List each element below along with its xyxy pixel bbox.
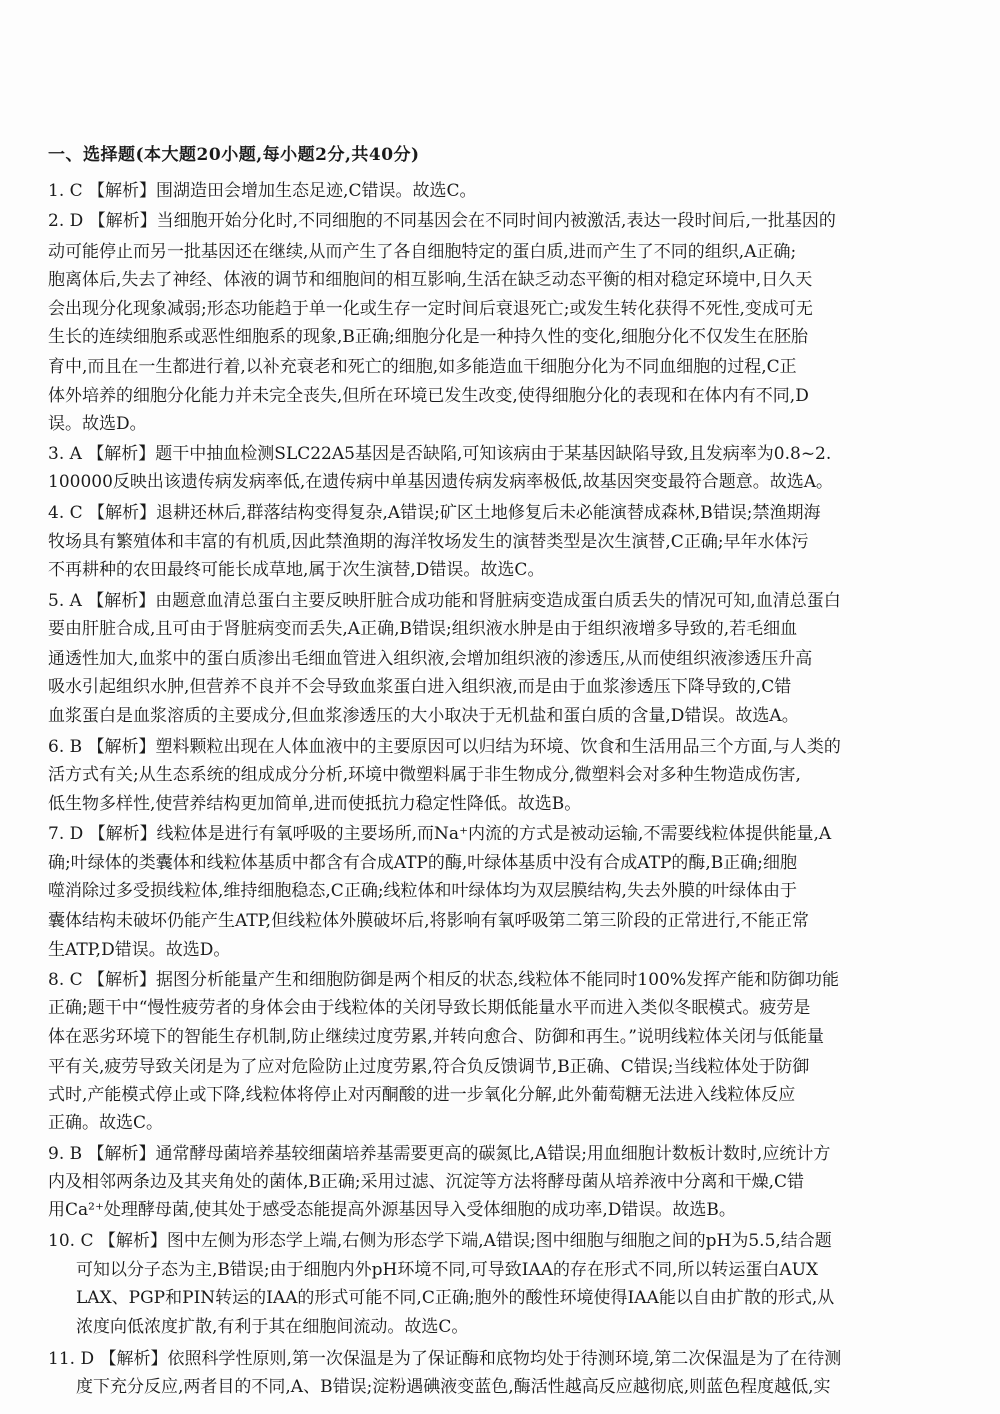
text-line: 要由肝脏合成,且可由于肾脏病变而丢失,A正确,B错误;组织液水肿是由于组织液增多导致的,若毛细血 (48, 619, 798, 639)
text-line: 体外培养的细胞分化能力并未完全丧失,但所在环境已发生改变,使得细胞分化的表现和在体内有不同,D (48, 386, 809, 406)
text-line: 会出现分化现象减弱;形态功能趋于单一化或生存一定时间后衰退死亡;或发生转化获得不死性,变成可无 (48, 299, 813, 319)
text-line: 血浆蛋白是血浆溶质的主要成分,但血浆渗透压的大小取决于无机盐和蛋白质的含量,D错误。故选A。 (48, 706, 799, 726)
text-line: 100000反映出该遗传病发病率低,在遗传病中单基因遗传病发病率极低,故基因突变最符合题意。故选A。 (48, 472, 833, 492)
text-line: 确;叶绿体的类囊体和线粒体基质中都含有合成ATP的酶,叶绿体基质中没有合成ATP的酶,B正确;细胞 (48, 853, 798, 873)
text-line: 低生物多样性,使营养结构更加简单,进而使抵抗力稳定性降低。故选B。 (48, 794, 582, 814)
section-title: 一、选择题(本大题20小题,每小题2分,共40分) (48, 145, 420, 165)
text-line: 7. D 【解析】线粒体是进行有氧呼吸的主要场所,而Na⁺内流的方式是被动运输,不需要线粒体提供能量,A (48, 824, 832, 844)
text-line: 2. D 【解析】当细胞开始分化时,不同细胞的不同基因会在不同时间内被激活,表达一段时间后,一批基因的 (48, 211, 836, 231)
text-line: 动可能停止而另一批基因还在继续,从而产生了各自细胞特定的蛋白质,进而产生了不同的组织,A正确; (48, 242, 797, 262)
text-line: 内及相邻两条边及其夹角处的菌体,B正确;采用过滤、沉淀等方法将酵母菌从培养液中分离和干燥,C错 (48, 1172, 805, 1192)
text-line: 平有关,疲劳导致关闭是为了应对危险防止过度劳累,符合负反馈调节,B正确、C错误;当线粒体处于防御 (48, 1057, 810, 1077)
text-line: 体在恶劣环境下的智能生存机制,防止继续过度劳累,并转向愈合、防御和再生。”说明线粒体关闭与低能量 (48, 1027, 824, 1047)
text-line: 度下充分反应,两者目的不同,A、B错误;淀粉遇碘液变蓝色,酶活性越高反应越彻底,则蓝色程度越低,实 (76, 1377, 831, 1397)
text-line: 吸水引起组织水肿,但营养不良并不会导致血浆蛋白进入组织液,而是由于血浆渗透压下降导致的,C错 (48, 677, 792, 697)
text-line: 10. C 【解析】图中左侧为形态学上端,右侧为形态学下端,A错误;图中细胞与细胞之间的pH为5.5,结合题 (48, 1231, 832, 1251)
text-line: 牧场具有繁殖体和丰富的有机质,因此禁渔期的海洋牧场发生的演替类型是次生演替,C正确;早年水体污 (48, 532, 809, 552)
text-line: 误。故选D。 (48, 414, 147, 434)
text-line: 5. A 【解析】由题意血清总蛋白主要反映肝脏合成功能和肾脏病变造成蛋白质丢失的情况可知,血清总蛋白 (48, 591, 841, 611)
text-line: 11. D 【解析】依照科学性原则,第一次保温是为了保证酶和底物均处于待测环境,第二次保温是为了在待测 (48, 1349, 842, 1369)
text-line: 正确;题干中“慢性疲劳者的身体会由于线粒体的关闭导致长期低能量水平而进入类似冬眠模式。疲劳是 (48, 998, 811, 1018)
text-line: 可知以分子态为主,B错误;由于细胞内外pH环境不同,可导致IAA的存在形式不同,所以转运蛋白AUX (76, 1260, 819, 1280)
text-line: 通透性加大,血浆中的蛋白质渗出毛细血管进入组织液,会增加组织液的渗透压,从而使组织液渗透压升高 (48, 649, 813, 669)
text-line: 生长的连续细胞系或恶性细胞系的现象,B正确;细胞分化是一种持久性的变化,细胞分化不仅发生在胚胎 (48, 327, 809, 347)
text-line: 不再耕种的农田最终可能长成草地,属于次生演替,D错误。故选C。 (48, 560, 545, 580)
text-line: 3. A 【解析】题干中抽血检测SLC22A5基因是否缺陷,可知该病由于某基因缺陷导致,且发病率为0.8~2. (48, 444, 832, 464)
text-line: 生ATP,D错误。故选D。 (48, 940, 231, 960)
text-line: 胞离体后,失去了神经、体液的调节和细胞间的相互影响,生活在缺乏动态平衡的相对稳定环境中,日久天 (48, 270, 813, 290)
text-line: 浓度向低浓度扩散,有利于其在细胞间流动。故选C。 (76, 1317, 469, 1337)
text-line: LAX、PGP和PIN转运的IAA的形式可能不同,C正确;胞外的酸性环境使得IAA能以自由扩散的形式,从 (76, 1288, 835, 1308)
text-line: 正确。故选C。 (48, 1113, 164, 1133)
text-line: 囊体结构未破坏仍能产生ATP,但线粒体外膜破坏后,将影响有氧呼吸第二第三阶段的正常进行,不能正常 (48, 911, 809, 931)
text-line: 8. C 【解析】据图分析能量产生和细胞防御是两个相反的状态,线粒体不能同时100%发挥产能和防御功能 (48, 970, 840, 990)
text-line: 活方式有关;从生态系统的组成成分分析,环境中微塑料属于非生物成分,微塑料会对多种生物造成伤害, (48, 765, 801, 785)
text-line: 6. B 【解析】塑料颗粒出现在人体血液中的主要原因可以归结为环境、饮食和生活用品三个方面,与人类的 (48, 737, 841, 757)
text-line: 4. C 【解析】退耕还林后,群落结构变得复杂,A错误;矿区土地修复后未必能演替成森林,B错误;禁渔期海 (48, 503, 821, 523)
text-line: 9. B 【解析】通常酵母菌培养基较细菌培养基需要更高的碳氮比,A错误;用血细胞计数板计数时,应统计方 (48, 1144, 831, 1164)
text-line: 噬消除过多受损线粒体,维持细胞稳态,C正确;线粒体和叶绿体均为双层膜结构,失去外膜的叶绿体由于 (48, 881, 797, 901)
text-line: 式时,产能模式停止或下降,线粒体将停止对丙酮酸的进一步氧化分解,此外葡萄糖无法进入线粒体反应 (48, 1085, 796, 1105)
text-line: 用Ca²⁺处理酵母菌,使其处于感受态能提高外源基因导入受体细胞的成功率,D错误。故选B。 (48, 1200, 736, 1220)
text-line: 育中,而且在一生都进行着,以补充衰老和死亡的细胞,如多能造血干细胞分化为不同血细胞的过程,C正 (48, 357, 797, 377)
text-line: 1. C 【解析】围湖造田会增加生态足迹,C错误。故选C。 (48, 181, 477, 201)
